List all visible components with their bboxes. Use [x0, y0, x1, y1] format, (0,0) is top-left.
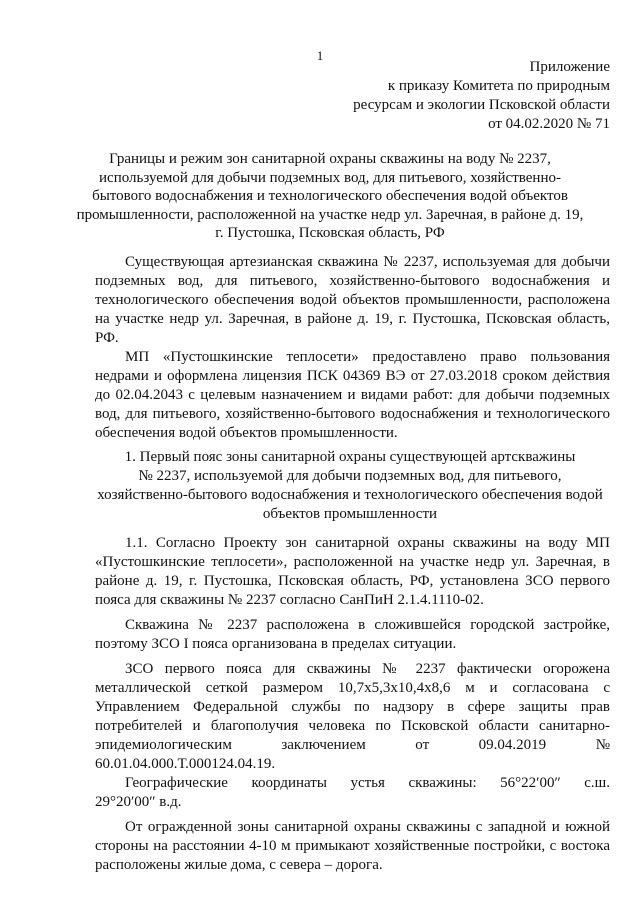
title-line: Границы и режим зон санитарной охраны скважины на воду № 2237, — [109, 151, 551, 167]
section-title-line: 1. Первый пояс зоны санитарной охраны существующей артскважины — [124, 449, 576, 465]
coord-word: координаты — [251, 775, 327, 791]
page-number: 1 — [316, 48, 324, 63]
appendix-line: к приказу Комитета по природным — [387, 78, 610, 94]
section-title-line: хозяйственно-бытового водоснабжения и технологического обеспечения водой — [97, 487, 603, 503]
coord-latitude: 56°22′00″ — [500, 775, 561, 791]
appendix-header — [310, 58, 610, 134]
title-line: г. Пустошка, Псковская область, РФ — [215, 225, 445, 241]
document-title — [70, 150, 590, 243]
section-title-line: № 2237, используемой для добычи подземных вод, для питьевого, — [138, 468, 562, 484]
section-1-body — [95, 534, 610, 875]
appendix-line: Приложение — [529, 59, 610, 75]
coord-word: Географические — [125, 775, 228, 791]
paragraph-surroundings: От огражденной зоны санитарной охраны скважины с западной и южной стороны на расстоянии 4-10 м примыкают хозяйственные постройки, с востока расположены жилые дома, с севера – дорога. — [95, 819, 610, 873]
paragraph-license: МП «Пустошкинские теплосети» предоставлено право пользования недрами и оформлена лицензия ПСК 04369 ВЭ от 27.03.2018 сроком действия до 02.04.2043 с целевым назначением и видами работ: для добычи подземных вод, для питьевого, хозяйственно-бытового водоснабжения и технологического обеспечения водой объектов промышленности. — [95, 349, 610, 441]
paragraph-project: 1.1. Согласно Проекту зон санитарной охраны скважины на воду МП «Пустошкинские теплосети», расположенной на участке недр ул. Заречная, в районе д. 19, г. Пустошка, Псковская область, РФ, установлена ЗСО первого пояса для скважины № 2237 согласно СанПиН 2.1.4.1110-02. — [95, 535, 610, 608]
coord-word: устья — [350, 775, 385, 791]
paragraph-location: Скважина № 2237 расположена в сложившейся городской застройке, поэтому ЗСО I пояса организована в пределах ситуации. — [95, 617, 610, 652]
coord-word: с.ш. — [584, 775, 610, 791]
intro-block — [95, 253, 610, 443]
coordinates-line — [95, 774, 610, 793]
paragraph-well-description: Существующая артезианская скважина № 2237, используемая для добычи подземных вод, для питьевого, хозяйственно-бытового водоснабжения и технологического обеспечения водой объектов промышленности, расположена на участке недр ул. Заречная, в районе д. 19, г. Пустошка, Псковская область, РФ. — [95, 254, 610, 346]
coord-word: скважины: — [408, 775, 477, 791]
title-line: используемой для добычи подземных вод, для питьевого, хозяйственно- — [99, 169, 561, 186]
title-line: промышленности, расположенной на участке недр ул. Заречная, в районе д. 19, — [76, 206, 584, 223]
appendix-line: от 04.02.2020 № 71 — [488, 116, 610, 132]
title-line: бытового водоснабжения и технологического обеспечения водой объектов — [92, 188, 568, 204]
appendix-line: ресурсам и экологии Псковской области — [353, 97, 610, 113]
paragraph-fence: ЗСО первого пояса для скважины № 2237 фактически огорожена металлической сеткой размером 10,7х5,3х10,4х8,6 м и согласована с Управлением Федеральной службы по надзору в сфере защиты прав потребителей и благополучия человека по Псковской области санитарно-эпидемиологическим заключением от 09.04.2019 № 60.01.04.000.Т.000124.04.19. — [95, 661, 610, 772]
coord-longitude: 29°20′00″ в.д. — [95, 794, 182, 810]
section-title-line: объектов промышленности — [262, 506, 438, 522]
section-1-title — [90, 448, 610, 524]
